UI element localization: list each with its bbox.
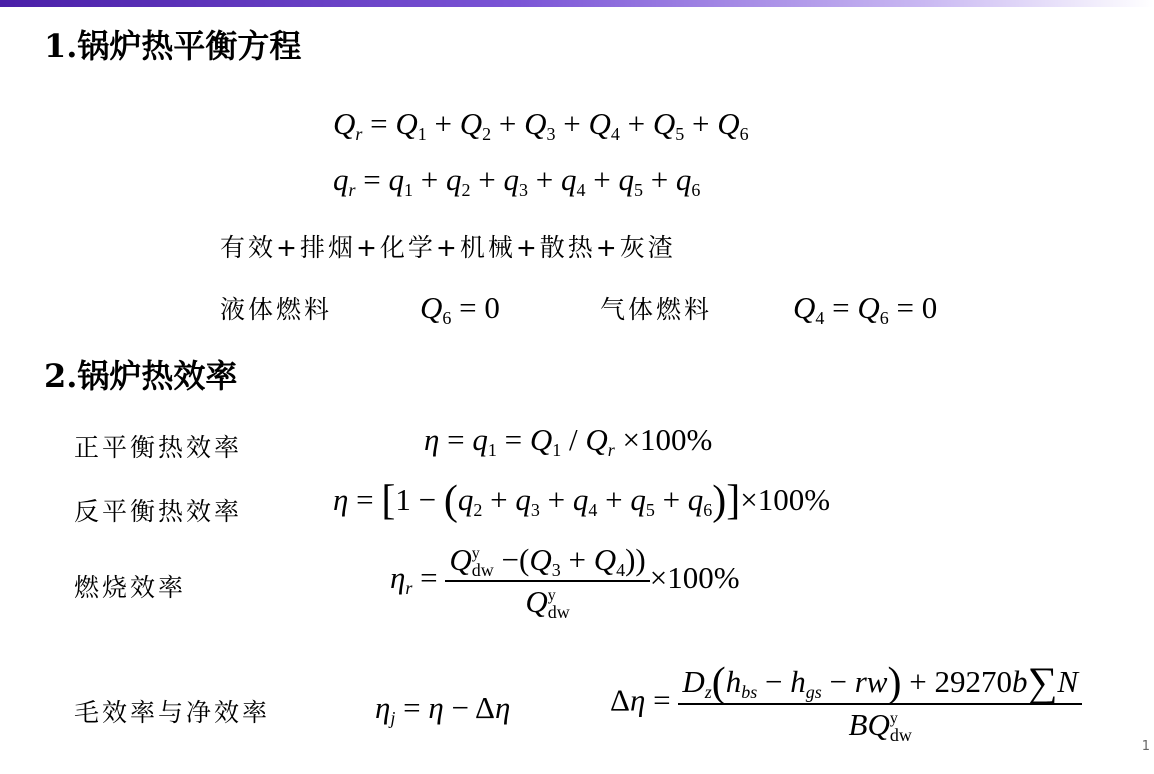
liquid-fuel-label: 液体燃料 [220,295,333,324]
gross-net-efficiency-label: 毛效率与净效率 [74,698,271,727]
liquid-fuel-equation: $Q_6 = 0$ [420,290,500,328]
page-number: 1 [1141,739,1150,754]
efficiency-loss-fraction: $\frac{D_z(h_{bs} - h_{gs} - rw) + 29270b\sum N}{BQ^y_{dw}}$ [678,662,1082,745]
heat-balance-equation-relative: $q_r = q_1 + q_2 + q_3 + q_4 + q_5 + q_6$ [333,162,701,200]
heat-balance-equation-absolute: $Q_r = Q_1 + Q_2 + Q_3 + Q_4 + Q_5 + Q_6$ [333,106,749,144]
loss-terms-text: 有效+排烟+化学+机械+散热+灰渣 [220,233,676,262]
combustion-efficiency-fraction: $\frac{Q^y_{dw} -(Q_3 + Q_4))}{Q^y_{dw}}$ [445,540,649,622]
title-accent-bar [0,0,1154,7]
indirect-efficiency-label: 反平衡热效率 [74,497,243,526]
gas-fuel-equation: $Q_4 = Q_6 = 0$ [793,290,938,328]
section-2-title: 2.锅炉热效率 [44,357,238,395]
direct-efficiency-equation: $\eta = q_1 = Q_1 / Q_r \times 100\%$ [424,422,713,460]
indirect-efficiency-equation: $\eta = [1 - (q_2 + q_3 + q_4 + q_5 + q_6)]\times 100\%$ [333,478,831,524]
section-1-title: 1.锅炉热平衡方程 [44,27,302,65]
combustion-efficiency-equation: $\eta_r$ = $\frac{Q^y_{dw} -(Q_3 + Q_4))}{Q^y_{dw}}$ ×100% [390,542,740,622]
combustion-efficiency-label: 燃烧效率 [74,573,187,602]
direct-efficiency-label: 正平衡热效率 [74,433,243,462]
efficiency-loss-equation: Δη = $\frac{D_z(h_{bs} - h_{gs} - rw) + 29270b\sum N}{BQ^y_{dw}}$ [610,662,1082,745]
gas-fuel-label: 气体燃料 [600,295,713,324]
net-efficiency-equation: $\eta_j = \eta - \Delta\eta$ [375,690,511,728]
